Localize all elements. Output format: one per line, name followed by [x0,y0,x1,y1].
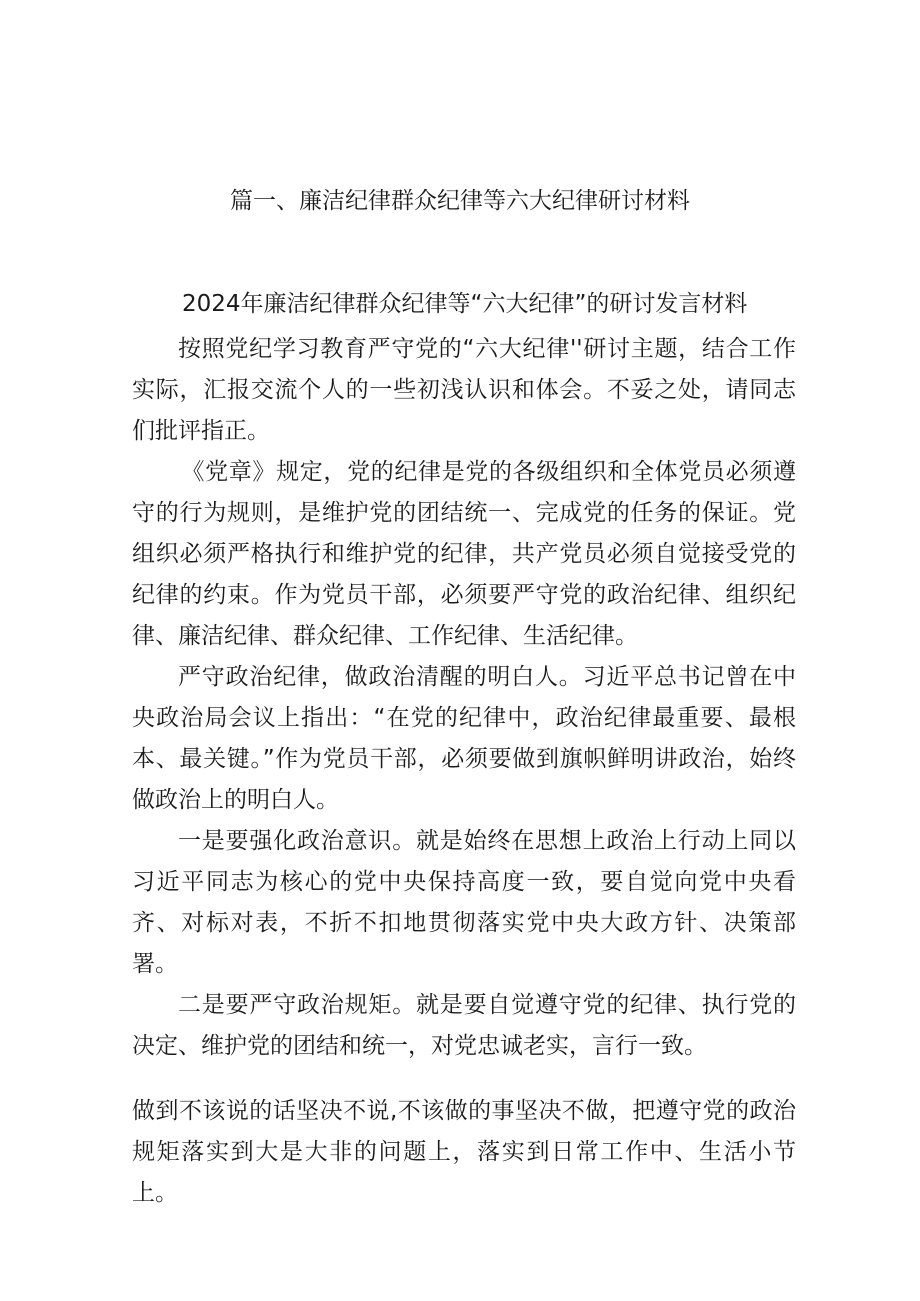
paragraph: 一是要强化政治意识。就是始终在思想上政治上行动上同以习近平同志为核心的党中央保持高度一致，要自觉向党中央看齐、对标对表，不折不扣地贯彻落实党中央大政方针、决策部署。 [132,828,796,977]
document-title: 篇一、廉洁纪律群众纪律等六大纪律研讨材料 [230,188,690,214]
document-subtitle: 2024年廉洁纪律群众纪律等“六大纪律”的研讨发言材料 [182,291,748,317]
paragraph: 《党章》规定，党的纪律是党的各级组织和全体党员必须遵守的行为规则，是维护党的团结统一、完成党的任务的保证。党组织必须严格执行和维护党的纪律，共产党员必须自觉接受党的纪律的约束。作为党员干部，必须要严守党的政治纪律、组织纪律、廉洁纪律、群众纪律、工作纪律、生活纪律。 [132,459,796,649]
paragraph: 严守政治纪律，做政治清醒的明白人。习近平总书记曾在中央政治局会议上指出：“在党的纪律中，政治纪律最重要、最根本、最关键。”作为党员干部，必须要做到旗帜鲜明讲政治，始终做政治上的明白人。 [132,664,796,813]
paragraph-tail: 做到不该说的话坚决不说,不该做的事坚决不做，把遵守党的政治规矩落实到大是大非的问题上，落实到日常工作中、生活小节上。 [132,1098,796,1206]
document-tail [132,1091,796,1214]
paragraph: 二是要严守政治规矩。就是要自觉遵守党的纪律、执行党的决定、维护党的团结和统一，对党忠诚老实，言行一致。 [132,992,796,1059]
paragraph: 按照党纪学习教育严守党的“六大纪律''研讨主题，结合工作实际，汇报交流个人的一些初浅认识和体会。不妥之处，请同志们批评指正。 [132,336,796,444]
document-body [132,329,796,1067]
